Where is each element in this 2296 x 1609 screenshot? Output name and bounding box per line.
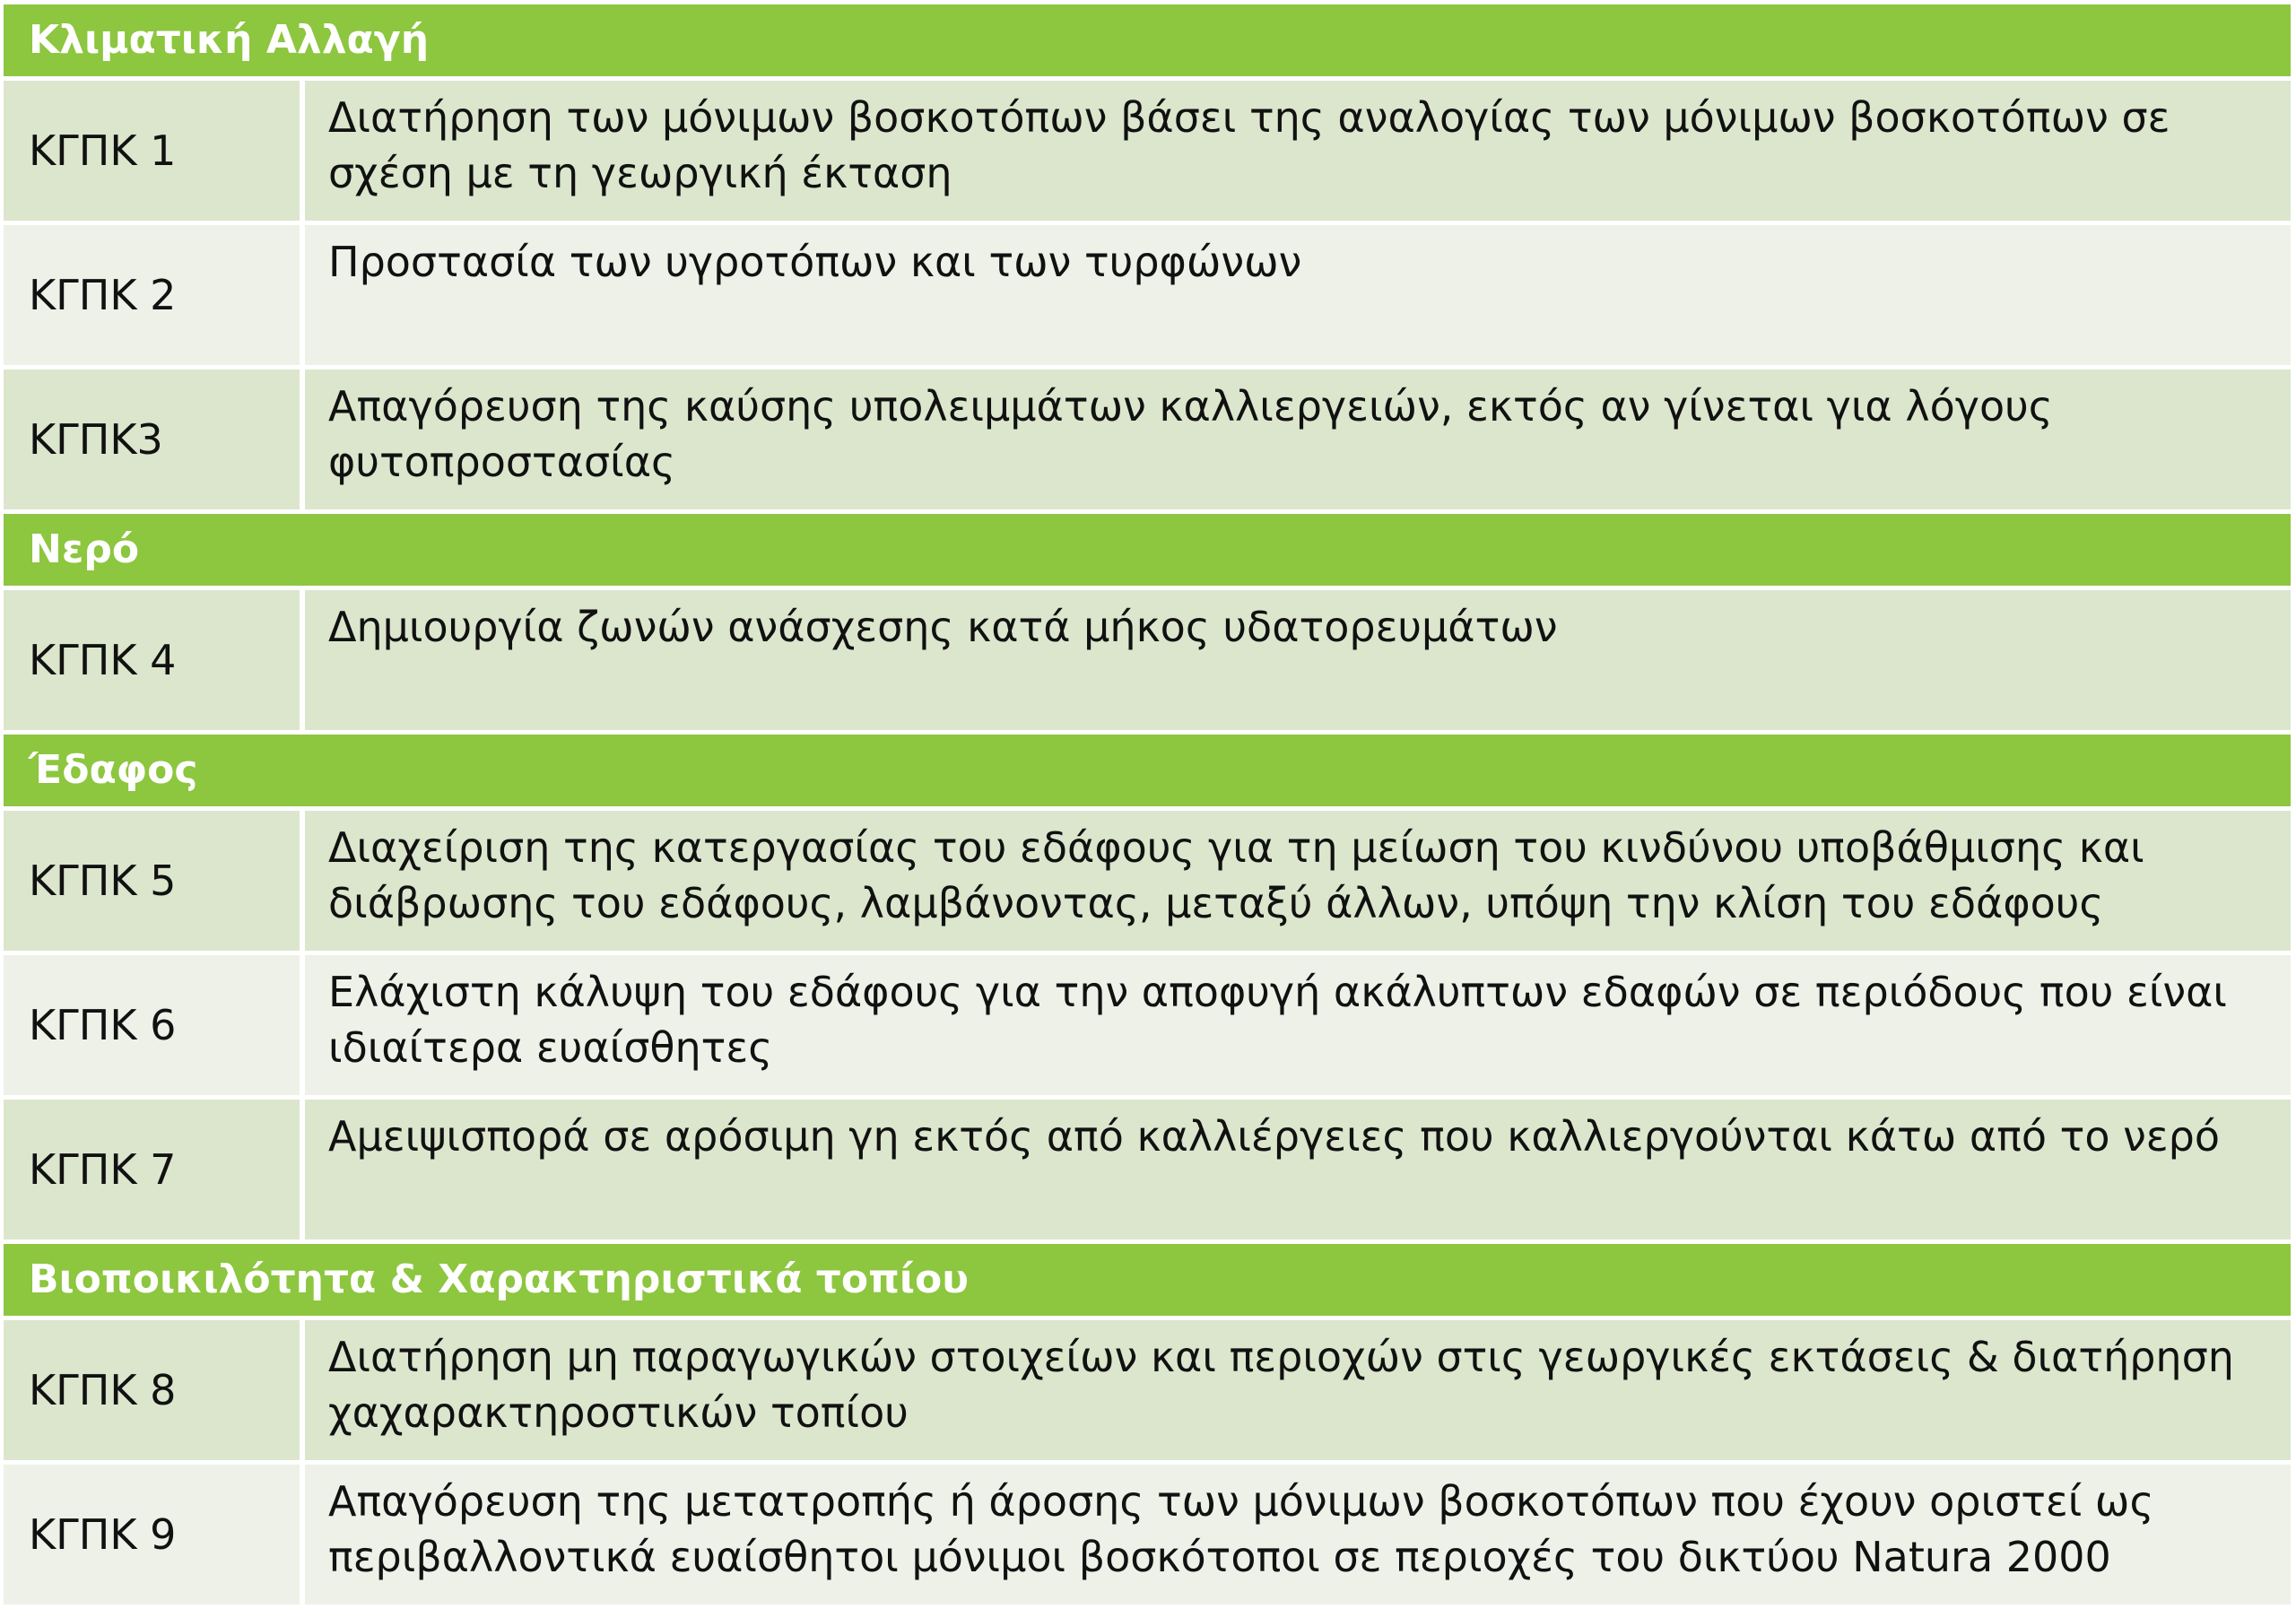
standard-code: ΚΓΠΚ 7 (4, 1100, 305, 1244)
section-title: Κλιματική Αλλαγή (4, 4, 2291, 81)
table-row (4, 811, 2291, 955)
standard-code: ΚΓΠΚ 9 (4, 1465, 305, 1609)
section-title: Έδαφος (4, 735, 2291, 811)
standard-code: ΚΓΠΚ 6 (4, 955, 305, 1100)
standard-code: ΚΓΠΚ 4 (4, 590, 305, 735)
section-title: Νερό (4, 514, 2291, 590)
section-header-biodiversity (4, 1244, 2291, 1320)
section-title: Βιοποικιλότητα & Χαρακτηριστικά τοπίου (4, 1244, 2291, 1320)
gaec-standards-table (4, 4, 2291, 1609)
table-row (4, 1320, 2291, 1465)
standard-description: Διατήρηση μη παραγωγικών στοιχείων και περιοχών στις γεωργικές εκτάσεις & διατήρηση χαχαρακτηροστικών τοπίου (305, 1320, 2291, 1465)
table-row (4, 81, 2291, 225)
standard-code: ΚΓΠΚ 5 (4, 811, 305, 955)
standard-description: Δημιουργία ζωνών ανάσχεσης κατά μήκος υδατορευμάτων (305, 590, 2291, 735)
section-header-soil (4, 735, 2291, 811)
table-row (4, 225, 2291, 370)
table-row (4, 1100, 2291, 1244)
standard-code: ΚΓΠΚ 8 (4, 1320, 305, 1465)
standard-description: Διαχείριση της κατεργασίας του εδάφους για τη μείωση του κινδύνου υποβάθμισης και διάβρωσης του εδάφους, λαμβάνοντας, μεταξύ άλλων, υπόψη την κλίση του εδάφους (305, 811, 2291, 955)
standard-description: Ελάχιστη κάλυψη του εδάφους για την αποφυγή ακάλυπτων εδαφών σε περιόδους που είναι ιδιαίτερα ευαίσθητες (305, 955, 2291, 1100)
standard-description: Απαγόρευση της μετατροπής ή άροσης των μόνιμων βοσκοτόπων που έχουν οριστεί ως περιβαλλοντικά ευαίσθητοι μόνιμοι βοσκότοποι σε περιοχές του δικτύου Natura 2000 (305, 1465, 2291, 1609)
standard-code: ΚΓΠΚ 1 (4, 81, 305, 225)
standard-description: Απαγόρευση της καύσης υπολειμμάτων καλλιεργειών, εκτός αν γίνεται για λόγους φυτοπροστασίας (305, 370, 2291, 514)
table-row (4, 1465, 2291, 1609)
standard-code: ΚΓΠΚ 2 (4, 225, 305, 370)
standard-description: Αμειψισπορά σε αρόσιμη γη εκτός από καλλιέργειες που καλλιεργούνται κάτω από το νερό (305, 1100, 2291, 1244)
table-row (4, 955, 2291, 1100)
section-header-water (4, 514, 2291, 590)
table-row (4, 590, 2291, 735)
standard-description: Διατήρηση των μόνιμων βοσκοτόπων βάσει της αναλογίας των μόνιμων βοσκοτόπων σε σχέση με τη γεωργική έκταση (305, 81, 2291, 225)
standard-code: ΚΓΠΚ3 (4, 370, 305, 514)
section-header-climate (4, 4, 2291, 81)
table-row (4, 370, 2291, 514)
standard-description: Προστασία των υγροτόπων και των τυρφώνων (305, 225, 2291, 370)
